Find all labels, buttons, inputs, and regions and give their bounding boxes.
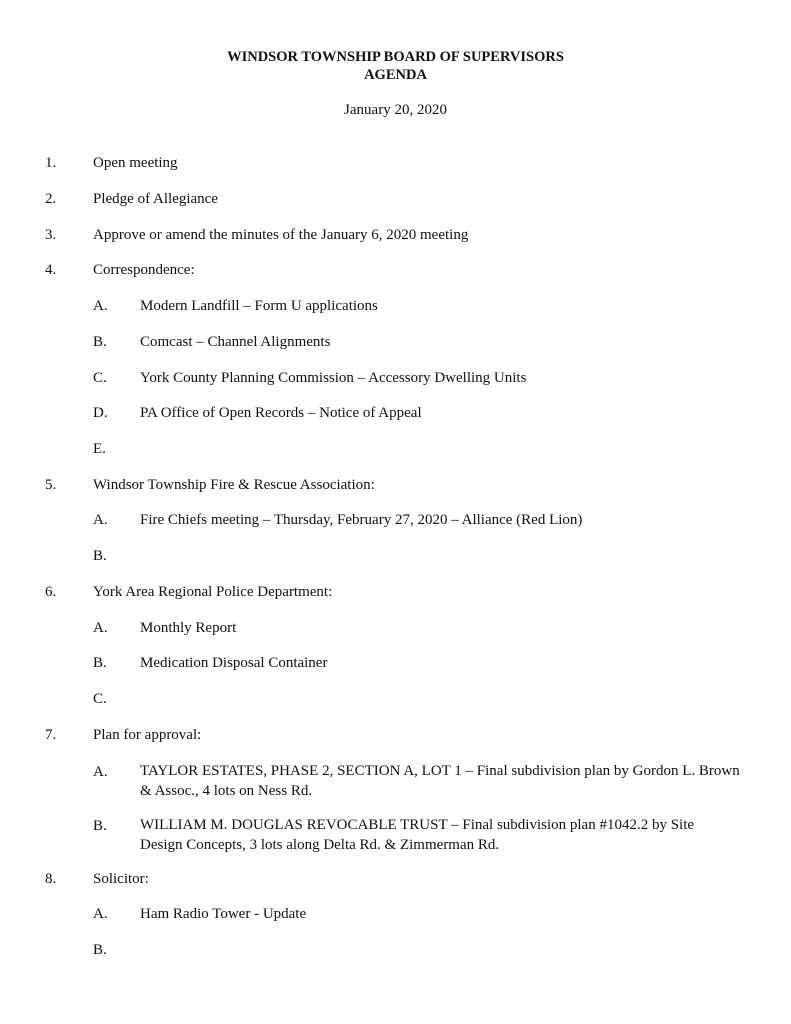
item-number: 2. (45, 191, 57, 207)
subitem-letter: B. (93, 655, 107, 671)
item-text: Plan for approval: (93, 727, 202, 743)
subitem-letter: E. (93, 441, 106, 457)
subitem-text: Monthly Report (140, 620, 237, 636)
item-text: Pledge of Allegiance (93, 191, 218, 207)
item-text: Solicitor: (93, 871, 149, 887)
item-number: 1. (45, 155, 57, 171)
item-number: 3. (45, 227, 57, 243)
subitem-text: Modern Landfill – Form U applications (140, 298, 378, 314)
subitem-text: Comcast – Channel Alignments (140, 334, 331, 350)
subitem-text: York County Planning Commission – Accessory Dwelling Units (140, 370, 527, 386)
subitem-letter: C. (93, 691, 107, 707)
subitem-letter: A. (93, 620, 108, 636)
subitem-letter: A. (93, 764, 108, 780)
subitem-text: PA Office of Open Records – Notice of Appeal (140, 405, 422, 421)
item-number: 4. (45, 262, 57, 278)
subitem-letter: B. (93, 548, 107, 564)
subitem-text: Fire Chiefs meeting – Thursday, February 27, 2020 – Alliance (Red Lion) (140, 512, 583, 528)
item-number: 8. (45, 871, 57, 887)
subitem-text: Ham Radio Tower - Update (140, 906, 307, 922)
item-text: Approve or amend the minutes of the January 6, 2020 meeting (93, 227, 469, 243)
subitem-text: TAYLOR ESTATES, PHASE 2, SECTION A, LOT 1 – Final subdivision plan by Gordon L. Brown & Assoc., 4 lots on Ness Rd. (140, 763, 740, 799)
item-text: Open meeting (93, 155, 178, 171)
subitem-text: Medication Disposal Container (140, 655, 328, 671)
item-number: 7. (45, 727, 57, 743)
subitem-letter: B. (93, 942, 107, 958)
agenda-date: January 20, 2020 (344, 102, 447, 118)
subitem-letter: C. (93, 370, 107, 386)
subitem-letter: B. (93, 818, 107, 834)
agenda-title: WINDSOR TOWNSHIP BOARD OF SUPERVISORS (227, 49, 564, 65)
item-number: 6. (45, 584, 57, 600)
subitem-letter: A. (93, 906, 108, 922)
agenda-subtitle: AGENDA (364, 67, 427, 83)
subitem-letter: D. (93, 405, 108, 421)
subitem-text: WILLIAM M. DOUGLAS REVOCABLE TRUST – Final subdivision plan #1042.2 by Site Design Concepts, 3 lots along Delta Rd. & Zimmerman Rd. (140, 817, 695, 853)
item-text: Windsor Township Fire & Rescue Association: (93, 477, 375, 493)
item-text: York Area Regional Police Department: (93, 584, 333, 600)
subitem-letter: A. (93, 512, 108, 528)
subitem-letter: B. (93, 334, 107, 350)
item-text: Correspondence: (93, 262, 195, 278)
subitem-letter: A. (93, 298, 108, 314)
item-number: 5. (45, 477, 57, 493)
